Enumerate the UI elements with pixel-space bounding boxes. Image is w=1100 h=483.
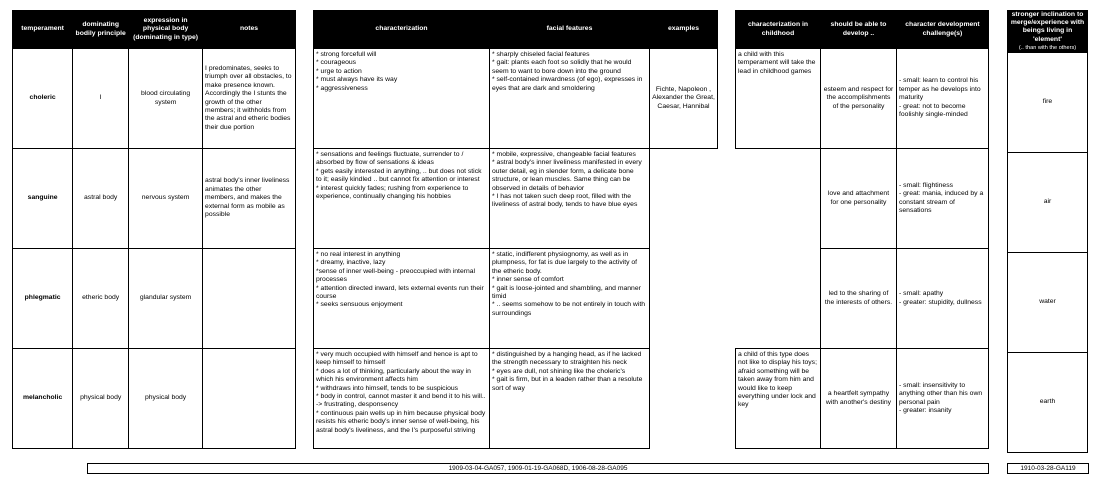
examples-cell [650, 249, 718, 349]
characterization-cell: * strong forcefull will * courageous * urge to action * must always have its way * aggressiveness [314, 49, 490, 149]
temperament-table [12, 10, 296, 449]
principle-cell: I [73, 49, 129, 149]
header-element-inclination [1008, 11, 1088, 53]
header-notes: notes [203, 11, 296, 49]
temperament-cell: sanguine [13, 149, 73, 249]
header-examples: examples [650, 11, 718, 49]
develop-cell: led to the sharing of the interests of others. [821, 249, 897, 349]
table-row [314, 49, 718, 149]
table-row [314, 349, 718, 449]
header-challenges: character development challenge(s) [897, 11, 989, 49]
development-table [735, 10, 989, 449]
table-row [1008, 353, 1088, 453]
challenges-cell: - small: insensitivity to anything other than his own personal pain - greater: insanity [897, 349, 989, 449]
element-cell: water [1008, 253, 1088, 353]
notes-cell [203, 249, 296, 349]
table-row [736, 149, 989, 249]
principle-cell: physical body [73, 349, 129, 449]
header-element-main: stronger inclination to merge/experience with beings living in 'element' [1010, 11, 1085, 43]
table-row [13, 249, 296, 349]
examples-cell [650, 349, 718, 449]
element-cell: earth [1008, 353, 1088, 453]
characterization-cell: * sensations and feelings fluctuate, surrender to / absorbed by flow of sensations & ideas * gets easily interested in anything, .. but does not stick to it; easily kindled .. but cannot fix attention or interest * interest quickly fades; rushing from experience to experience, continually changing his hobbies [314, 149, 490, 249]
header-characterization: characterization [314, 11, 490, 49]
table-row [1008, 153, 1088, 253]
notes-cell: astral body's inner liveliness animates the other members, and makes the external form as mobile as possible [203, 149, 296, 249]
element-cell: fire [1008, 53, 1088, 153]
childhood-cell [736, 149, 821, 249]
examples-cell [650, 149, 718, 249]
notes-cell [203, 349, 296, 449]
facial-features-cell: * mobile, expressive, changeable facial features * astral body's inner liveliness manifested in every outer detail, eg in slender form, a delicate bone structure, or lean muscles. Same thing can be observed in details of behavior * I has not taken such deep root, filled with the liveliness of astral body, tends to have blue eyes [490, 149, 650, 249]
expression-cell: blood circulating system [129, 49, 203, 149]
facial-features-cell: * sharply chiseled facial features * gait: plants each foot so solidly that he would seem to want to bore down into the ground * self-contained inwardness (of ego), expresses in eyes that are dark and smoldering [490, 49, 650, 149]
characterization-cell: * no real interest in anything * dreamy, inactive, lazy *sense of inner well-being - preoccupied with internal processes * attention directed inward, lets external events run their course * seeks sensuous enjoyment [314, 249, 490, 349]
table-row [13, 49, 296, 149]
header-element-sub: (.. than with the others) [1018, 44, 1077, 51]
facial-features-cell: * distinguished by a hanging head, as if he lacked the strength necessary to straighten his neck * eyes are dull, not shining like the choleric's * gait is firm, but in a leaden rather than a resolute sort of way [490, 349, 650, 449]
table-row [314, 249, 718, 349]
header-dominating-principle: dominating bodily principle [73, 11, 129, 49]
notes-cell: I predominates, seeks to triumph over all obstacles, to make presence known. Accordingly the I stunts the growth of the other members; it withholds from the astral and etheric bodies their due portion [203, 49, 296, 149]
expression-cell: glandular system [129, 249, 203, 349]
temperament-cell: phlegmatic [13, 249, 73, 349]
characterization-cell: * very much occupied with himself and hence is apt to keep himself to himself * does a lot of thinking, particularly about the way in which his environment affects him * withdraws into himself, tends to be suspicious * body in control, cannot master it and bend it to his will.. -> frustrating, desponsency * continuous pain wells up in him because physical body resists his etheric body's inner sense of well-being, his astral body's liveliness, and the I's purposeful striving [314, 349, 490, 449]
temperament-cell: melancholic [13, 349, 73, 449]
challenges-cell: - small: apathy - greater: stupidity, dullness [897, 249, 989, 349]
expression-cell: physical body [129, 349, 203, 449]
childhood-cell: a child with this temperament will take the lead in childhood games [736, 49, 821, 149]
element-cell: air [1008, 153, 1088, 253]
table-row [13, 149, 296, 249]
element-table [1007, 10, 1088, 453]
header-expression: expression in physical body (dominating in type) [129, 11, 203, 49]
header-childhood: characterization in childhood [736, 11, 821, 49]
temperament-cell: choleric [13, 49, 73, 149]
principle-cell: astral body [73, 149, 129, 249]
table-row [314, 149, 718, 249]
childhood-cell [736, 249, 821, 349]
develop-cell: a heartfelt sympathy with another's destiny [821, 349, 897, 449]
childhood-cell: a child of this type does not like to display his toys; afraid something will be taken away from him and would like to keep everything under lock and key [736, 349, 821, 449]
challenges-cell: - small: flightiness - great: mania, induced by a constant stream of sensations [897, 149, 989, 249]
principle-cell: etheric body [73, 249, 129, 349]
table-row [736, 349, 989, 449]
table-row [736, 49, 989, 149]
table-row [1008, 253, 1088, 353]
header-facial-features: facial features [490, 11, 650, 49]
expression-cell: nervous system [129, 149, 203, 249]
header-temperament: temperament [13, 11, 73, 49]
footer-references-right: 1910-03-28-GA119 [1007, 463, 1089, 474]
examples-cell: Fichte, Napoleon , Alexander the Great, Caesar, Hannibal [650, 49, 718, 149]
footer-references-left: 1909-03-04-GA057, 1909-01-19-GA068D, 1906-08-28-GA095 [87, 463, 989, 474]
develop-cell: love and attachment for one personality [821, 149, 897, 249]
table-row [736, 249, 989, 349]
facial-features-cell: * static, indifferent physiognomy, as well as in plumpness, for fat is due largely to the activity of the etheric body. * inner sense of comfort * gait is loose-jointed and shambling, and manner timid * .. seems somehow to be not entirely in touch with surroundings [490, 249, 650, 349]
characterization-table [313, 10, 718, 449]
develop-cell: esteem and respect for the accomplishments of the personality [821, 49, 897, 149]
table-row [1008, 53, 1088, 153]
challenges-cell: - small: learn to control his temper as he develops into maturity - great: not to become foolishly single-minded [897, 49, 989, 149]
table-row [13, 349, 296, 449]
header-develop: should be able to develop .. [821, 11, 897, 49]
